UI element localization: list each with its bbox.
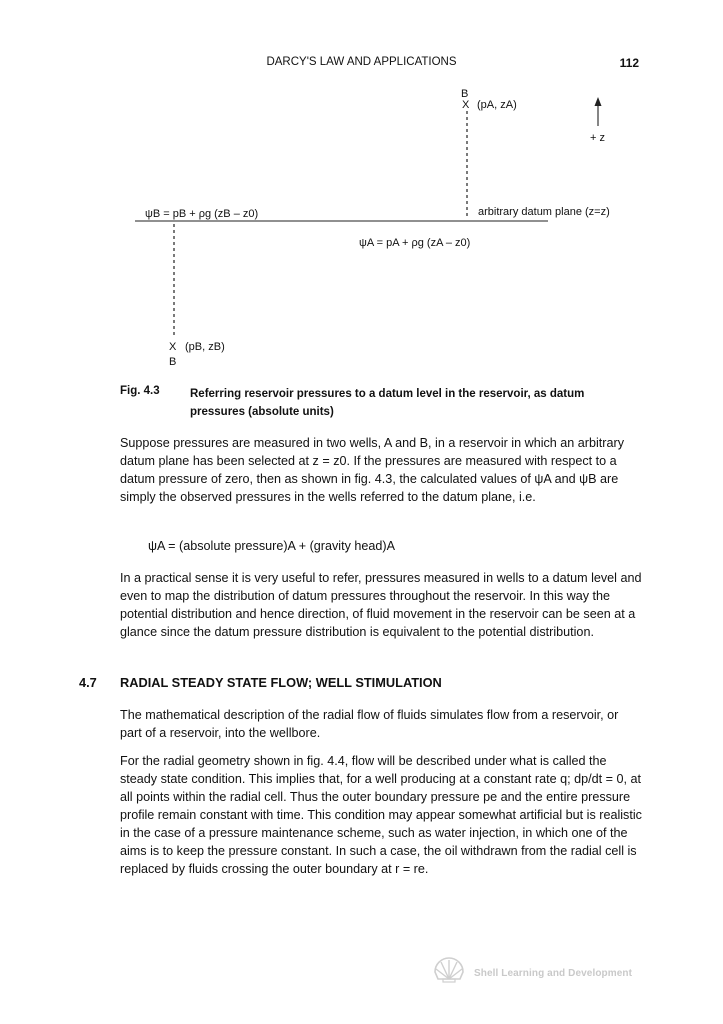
paragraph-steady-state: For the radial geometry shown in fig. 4.4, flow will be described under what is called the steady state condition. This implies that, for a well producing at a constant rate q; dp/dt = 0, at all points within the radial cell. Thus the outer boundary pressure pe and the entire pressure profile remain constant with time. This condition may appear somewhat artificial but is realistic in the case of a pressure maintenance scheme, such as water injection, in which one of the aims is to keep the pressure constant. In such a case, the oil withdrawn from the radial cell is replaced by fluids crossing the outer boundary at r = re. <box>120 754 642 876</box>
psi-b-equation: ψB = pB + ρg (zB – z0) <box>145 208 259 220</box>
paragraph-datum-pressures: Suppose pressures are measured in two wells, A and B, in a reservoir in which an arbitrary datum plane has been selected at z = z0. If the pressures are measured with respect to a datum pressure of zero, then as shown in fig. 4.3, the calculated values of ψA and ψB are simply the observed pressures in the wells referred to the datum plane, i.e. <box>120 436 624 504</box>
psi-a-equation: ψA = pA + ρg (zA – z0) <box>359 237 471 249</box>
datum-plane-label: arbitrary datum plane (z=z) <box>478 206 610 218</box>
paragraph-practical-sense: In a practical sense it is very useful to refer, pressures measured in wells to a datum level and even to map the distribution of datum pressures throughout the reservoir. In this way the potential distribution and hence direction, of fluid movement in the reservoir can be seen at a glance since the datum pressure distribution is equivalent to the potential distribution. <box>120 571 642 639</box>
point-b-coords: (pB, zB) <box>185 341 225 353</box>
running-header-title: DARCY'S LAW AND APPLICATIONS <box>266 56 457 68</box>
footer-brand: Shell Learning and Development <box>474 968 633 979</box>
z-axis-arrow-icon <box>595 97 602 126</box>
page-number: 112 <box>619 56 639 70</box>
equation-psi-a: ψA = (absolute pressure)A + (gravity head)A <box>148 539 395 553</box>
point-b-marker: X <box>169 341 177 353</box>
section-title: RADIAL STEADY STATE FLOW; WELL STIMULATION <box>120 675 442 690</box>
section-number: 4.7 <box>79 675 97 690</box>
figure-caption-number: Fig. 4.3 <box>120 385 160 397</box>
point-a-coords: (pA, zA) <box>477 99 517 111</box>
point-b-letter: B <box>169 356 177 368</box>
shell-logo-icon <box>432 954 466 984</box>
point-a-marker: X <box>462 99 470 111</box>
paragraph-radial-flow: The mathematical description of the radial flow of fluids simulates flow from a reservoir, or part of a reservoir, into the wellbore. <box>120 708 619 740</box>
figure-caption-text: Referring reservoir pressures to a datum level in the reservoir, as datum pressures (absolute units) <box>190 388 585 418</box>
point-a-letter: B <box>461 88 469 100</box>
figure-diagram <box>0 0 723 380</box>
z-axis-label: + z <box>590 132 605 144</box>
